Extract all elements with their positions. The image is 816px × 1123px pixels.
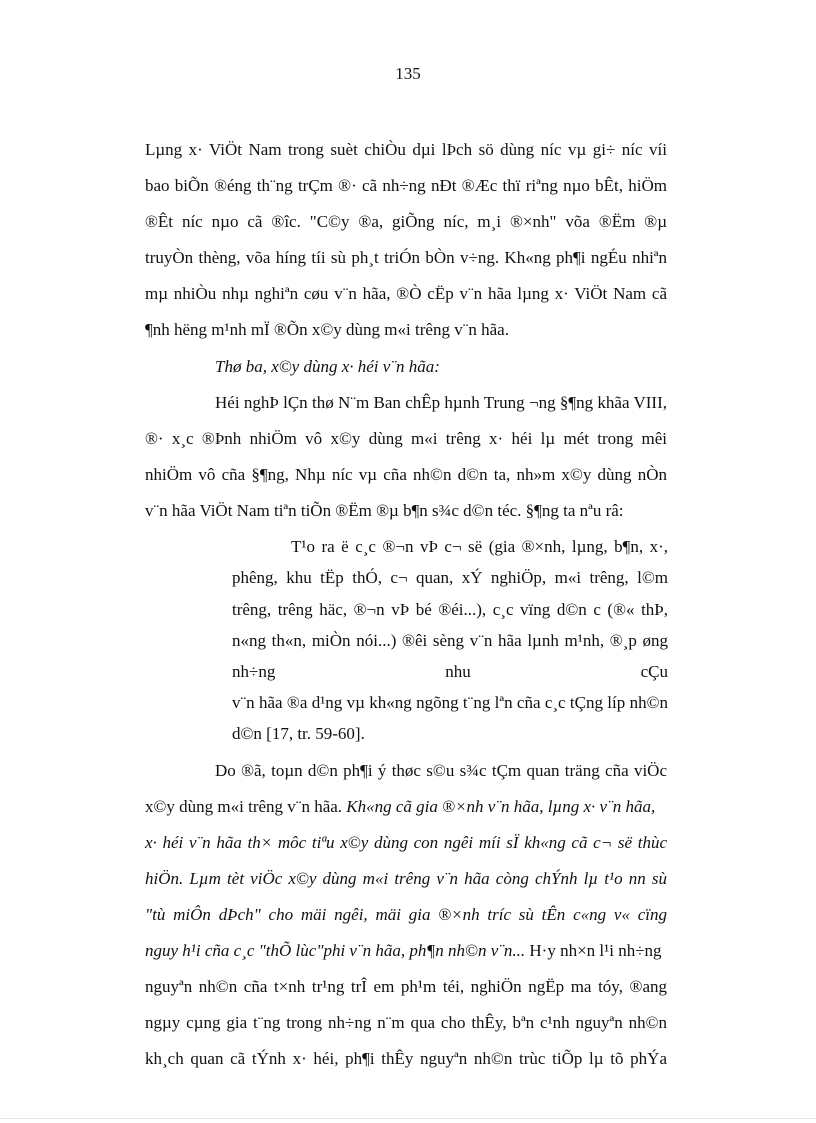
paragraph-1-line: ¶nh hëng m¹nh mÏ ®Õn x©y dùng m«i trêng v¨n hãa.	[145, 320, 509, 339]
paragraph-3-line	[145, 797, 667, 817]
paragraph-1-line: truyÒn thèng, võa híng tíi sù ph¸t triÓn bÒn v÷ng. Kh«ng ph¶i ngÉu nhiªn	[145, 248, 667, 267]
section-heading: Thø ba, x©y dùng x· héi v¨n hãa:	[215, 357, 440, 376]
paragraph-3-text: x©y dùng m«i trêng v¨n hãa.	[145, 797, 343, 816]
paragraph-3-italic-line: hiÖn. Lµm tèt viÖc x©y dùng m«i trêng v¨n hãa còng chÝnh lµ t¹o nn sù	[145, 869, 667, 888]
paragraph-3-line: ngµy cµng gia t¨ng trong nh÷ng n¨m qua cho thÊy, bªn c¹nh nguyªn nh©n	[145, 1013, 667, 1032]
quote-line: T¹o ra ë c¸c ®¬n vÞ c¬ së (gia ®×nh, lµng, b¶n, x·,	[291, 537, 668, 556]
quote-line: trêng, trêng häc, ®¬n vÞ bé ®éi...), c¸c vïng d©n c (®« thÞ,	[232, 600, 668, 619]
paragraph-3-line	[145, 941, 667, 961]
paragraph-3-italic-text: Kh«ng cã gia ®×nh v¨n hãa, lµng x· v¨n hãa,	[346, 797, 656, 816]
paragraph-1-line: bao biÕn ®éng th¨ng trÇm ®· cã nh÷ng nÐt ®Æc thï riªng nµo bÊt, hiÖm	[145, 176, 667, 195]
quote-line: n«ng th«n, miÒn nói...) ®êi sèng v¨n hãa lµnh m¹nh, ®¸p øng	[232, 631, 668, 650]
quote-line: phêng, khu tËp thÓ, c¬ quan, xÝ nghiÖp, m«i trêng, l©m	[232, 568, 668, 587]
page-number: 135	[395, 64, 421, 83]
quote-line: d©n [17, tr. 59-60].	[232, 724, 365, 743]
paragraph-3-line: Do ®ã, toµn d©n ph¶i ý thøc s©u s¾c tÇm quan träng cña viÖc	[215, 761, 667, 780]
quote-line: nh÷ng nhu cÇu	[232, 662, 668, 681]
paragraph-3-italic-text: nguy h¹i cña c¸c "thÕ lùc"phi v¨n hãa, ph¶n nh©n v¨n...	[145, 941, 526, 960]
paragraph-2-line: v¨n hãa ViÖt Nam tiªn tiÕn ®Ëm ®µ b¶n s¾c d©n téc. §¶ng ta nªu râ:	[145, 501, 624, 520]
paragraph-1-line: ®Êt níc nµo cã ®îc. "C©y ®a, giÕng níc, m¸i ®×nh" võa ®Ëm ®µ	[145, 212, 667, 231]
paragraph-3-line: nguyªn nh©n cña t×nh tr¹ng trÎ em ph¹m téi, nghiÖn ngËp ma tóy, ®ang	[145, 977, 667, 996]
paragraph-2-line: Héi nghÞ lÇn thø N¨m Ban chÊp hµnh Trung ¬ng §¶ng khãa VIII,	[215, 393, 667, 412]
quote-line: v¨n hãa ®a d¹ng vµ kh«ng ngõng t¨ng lªn cña c¸c tÇng líp nh©n	[232, 693, 668, 712]
paragraph-2-line: nhiÖm vô cña §¶ng, Nhµ níc vµ cña nh©n d©n ta, nh»m x©y dùng nÒn	[145, 465, 667, 484]
paragraph-3-line: kh¸ch quan cã tÝnh x· héi, ph¶i thÊy nguyªn nh©n trùc tiÕp lµ tõ phÝa	[145, 1049, 667, 1068]
paragraph-1-line: Lµng x· ViÖt Nam trong suèt chiÒu dµi lÞch sö dùng níc vµ gi÷ níc víi	[145, 140, 667, 159]
paragraph-1-line: mµ nhiÒu nhµ nghiªn cøu v¨n hãa, ®Ò cËp v¨n hãa lµng x· ViÖt Nam cã	[145, 284, 667, 303]
page-bottom-edge	[0, 1118, 816, 1119]
paragraph-2-line: ®· x¸c ®Þnh nhiÖm vô x©y dùng m«i trêng x· héi lµ mét trong mêi	[145, 429, 667, 448]
paragraph-3-italic-line: "tù miÔn dÞch" cho mäi ngêi, mäi gia ®×nh tríc sù tÊn c«ng v« cïng	[145, 905, 667, 924]
paragraph-3-text: H·y nh×n l¹i nh÷ng	[529, 941, 662, 960]
paragraph-3-italic-line: x· héi v¨n hãa th× môc tiªu x©y dùng con ngêi míi sÏ kh«ng cã c¬ së thùc	[145, 833, 667, 852]
